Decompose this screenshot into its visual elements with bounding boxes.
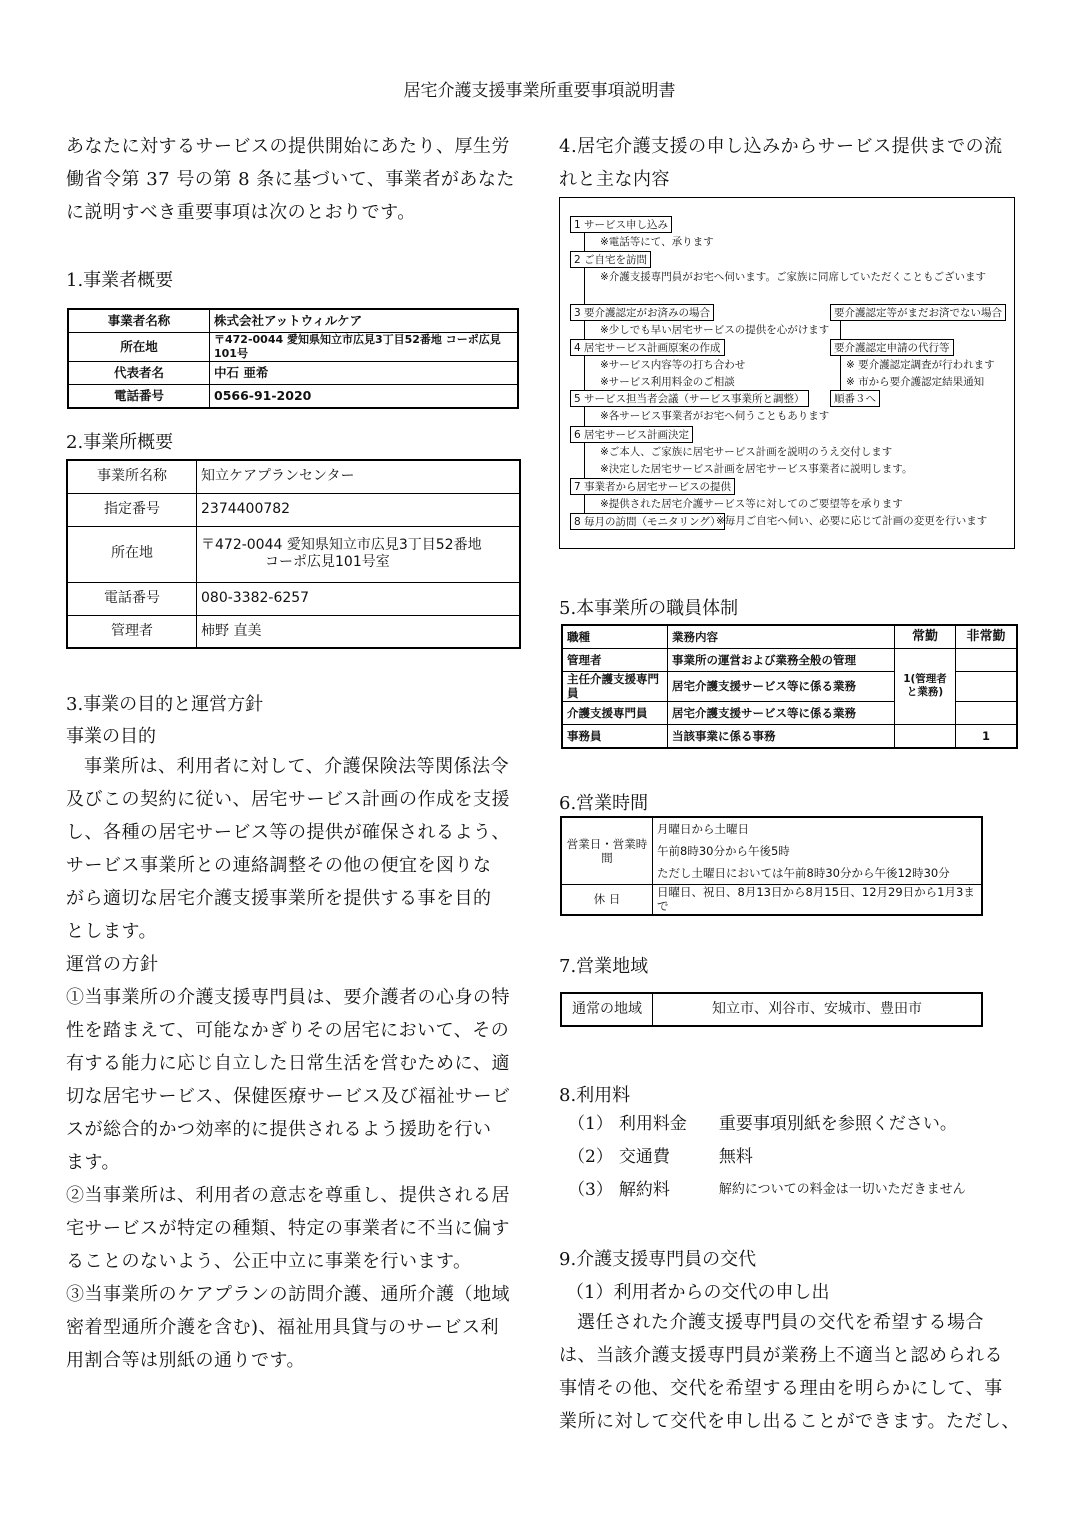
purpose-text: 事業所は、利用者に対して、介護保険法等関係法令 及びこの契約に従い、居宅サービス計画の作成を支援 し、各種の居宅サービス等の提供が確保されるよう、 サービス事業所との連絡調整その他の便宜を図りな がら適切な居宅介護支援事業所を提供する事を目的 とします。 運営の方針 ①当事業所の介護支援専門員は、要介護者の心身の特 性を踏まえて、可能なかぎりその居宅において、その 有する能力に応じ自立した日常生活を営むために、適 切な居宅サービス、保健医療サービス及び福祉サービ スが総合的かつ効率的に提供されるよう援助を行い ます。 ②当事業所は、利用者の意志を尊重し、提供される居 宅サービスが特定の種類、特定の事業者に不当に偏す ることのないよう、公正中立に事業を行います。 ③当事業所のケアプランの訪問介護、通所介護（地域 密着型通所介護を含む)、福祉用具貸与のサービス利 用割合等は別紙の通りです。	[66, 750, 536, 1377]
section-7-heading: 7.営業地域	[559, 956, 649, 977]
section-4-heading: 4.居宅介護支援の申し込みからサービス提供までの流 れと主な内容	[559, 136, 1003, 190]
intro-text: あなたに対するサービスの提供開始にあたり、厚生労 働省令第 37 号の第 8 条に基づいて、事業者があなた に説明すべき重要事項は次のとおりです。	[66, 136, 515, 223]
purpose-subheading: 事業の目的	[66, 726, 156, 747]
flow-connector	[840, 355, 841, 391]
hours-table: 営業日・営業時間 月曜日から土曜日 午前8時30分から午後5時 ただし土曜日においては午前8時30分から午後12時30分 休 日 日曜日、祝日、8月13日から8月15日、12月29日から1月3まで	[560, 816, 983, 916]
flow-step-3: 3 要介護認定がお済みの場合	[570, 304, 714, 321]
flow-connector	[584, 232, 585, 252]
area-table: 通常の地域 知立市、刈谷市、安城市、豊田市	[560, 992, 983, 1027]
section-3-heading: 3.事業の目的と運営方針	[66, 694, 264, 715]
section-1-heading: 1.事業者概要	[66, 270, 174, 291]
flow-step-8: 8 毎月の訪問（モニタリング）	[570, 513, 725, 530]
flow-step-4: 4 居宅サービス計画原案の作成	[570, 339, 725, 356]
section-6-heading: 6.営業時間	[559, 793, 649, 814]
flow-connector	[584, 355, 585, 391]
flow-connector	[584, 494, 585, 514]
fee-list: （1） 利用料金 重要事項別紙を参照ください。 （2） 交通費 無料 （3） 解約料 解約についての料金は一切いただきません	[568, 1113, 966, 1200]
section-9-heading: 9.介護支援専門員の交代	[559, 1249, 757, 1270]
flow-connector	[584, 442, 585, 479]
flow-connector	[584, 267, 585, 305]
section-9-text: 選任された介護支援専門員の交代を希望する場合 は、当該介護支援専門員が業務上不適当と認められる 事情その他、交代を希望する理由を明らかにして、事 業所に対して交代を申し出ることができます。ただし、	[559, 1312, 1021, 1432]
flow-step-7: 7 事業者から居宅サービスの提供	[570, 478, 735, 495]
flow-connector	[584, 406, 585, 427]
section-9-subheading: （1）利用者からの交代の申し出	[566, 1282, 830, 1303]
flow-step-6: 6 居宅サービス計画決定	[570, 426, 693, 443]
flow-diagram: 1 サービス申し込み ※電話等にて、承ります 2 ご自宅を訪問 ※介護支援専門員がお宅へ伺います。ご家族に同席していただくこともございます 3 要介護認定がお済みの場合 要介護認定等がまだお済でない場合 ※少しでも早い居宅サービスの提供を心がけます 4 居宅サービス計画原案の作成 要介護認定申請の代行等 ※サービス内容等の打ち合わせ ※ 要介護認定調査が行われます ※サービス利用料金のご相談 ※ 市から要介護認定結果通知 5 サービス担当者会議（サービス事業所と調整） 順番３へ ※各サービス事業者がお宅へ伺うこともあります 6 居宅サービス計画決定 ※ご本人、ご家族に居宅サービス計画を説明のうえ交付します ※決定した居宅サービス計画を居宅サービス事業者に説明します。 7 事業者から居宅サービスの提供 ※提供された居宅介護サービス等に対してのご要望等を承ります 8 毎月の訪問（モニタリング） ※毎月ご自宅へ伺い、必要に応じて計画の変更を行います	[559, 197, 1015, 549]
flow-step-2: 2 ご自宅を訪問	[570, 251, 651, 268]
section-8-heading: 8.利用料	[559, 1085, 631, 1106]
flow-step-1: 1 サービス申し込み	[570, 216, 672, 233]
flow-step-5-alt: 順番３へ	[830, 390, 880, 407]
office-table: 事業所名称 知立ケアプランセンター 指定番号 2374400782 所在地 〒472-0044 愛知県知立市広見3丁目52番地 コーポ広見101号室 電話番号 080-3382-6257 管理者 柿野 直美	[66, 459, 521, 649]
section-5-heading: 5.本事業所の職員体制	[559, 598, 739, 619]
staff-table: 職種 業務内容 常勤 非常勤 管理者 事業所の運営および業務全般の管理 1(管理者と業務) 主任介護支援専門員 居宅介護支援サービス等に係る業務 介護支援専門員 居宅介護支援サービス等に係る業務 事務員 当該事業に係る事務 1	[561, 624, 1018, 749]
section-2-heading: 2.事業所概要	[66, 432, 174, 453]
flow-connector	[840, 320, 841, 340]
flow-step-5: 5 サービス担当者会議（サービス事業所と調整）	[570, 390, 809, 407]
flow-connector	[584, 320, 585, 340]
page-title: 居宅介護支援事業所重要事項説明書	[403, 81, 676, 101]
flow-step-4-alt: 要介護認定申請の代行等	[830, 339, 954, 356]
flow-step-3-alt: 要介護認定等がまだお済でない場合	[830, 304, 1006, 321]
operator-table: 事業者名称 株式会社アットウィルケア 所在地 〒472-0044 愛知県知立市広見3丁目52番地 コーポ広見101号 代表者名 中石 亜希 電話番号 0566-91-2020	[67, 308, 519, 409]
policy-subheading: 運営の方針	[66, 954, 159, 975]
